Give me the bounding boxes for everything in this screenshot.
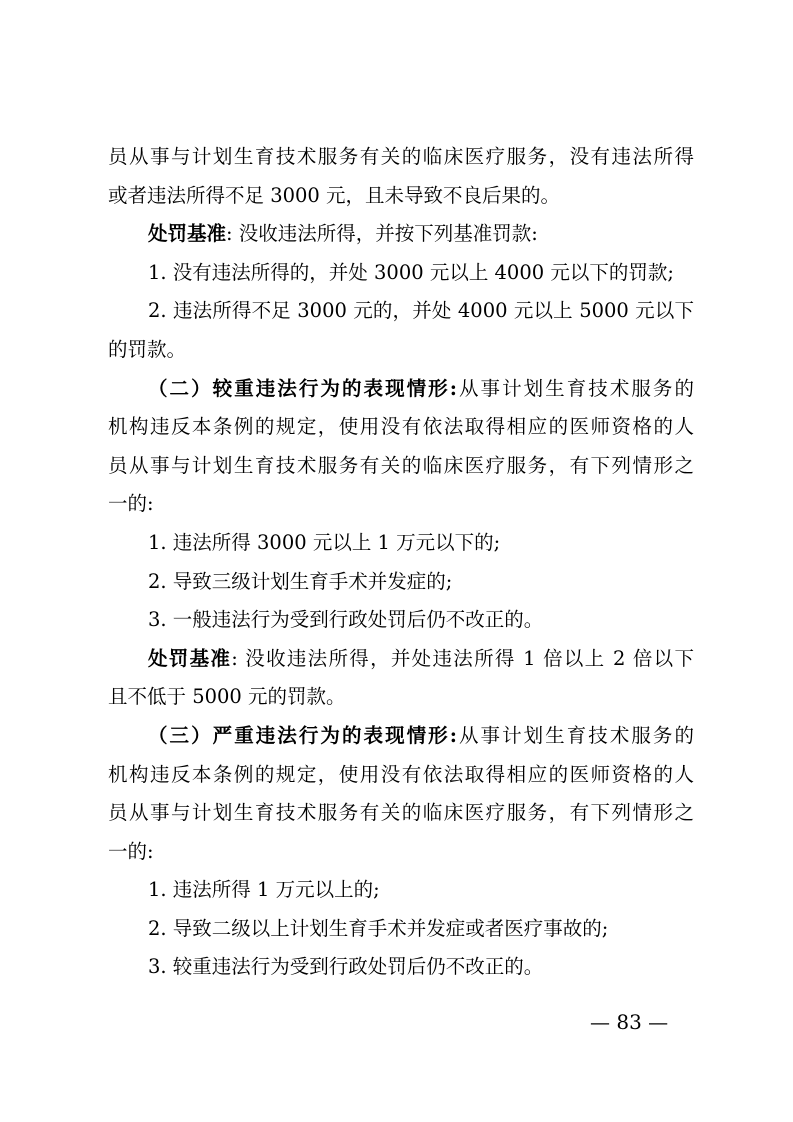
list-item: 1. 违法所得 3000 元以上 1 万元以下的; [148, 530, 501, 554]
section-heading-line: （二）较重违法行为的表现情形:从事计划生育技术服务的 [148, 376, 694, 400]
text-line: 员从事与计划生育技术服务有关的临床医疗服务，有下列情形之 [108, 453, 694, 477]
text-line: 员从事与计划生育技术服务有关的临床医疗服务，没有违法所得 [108, 145, 694, 168]
document-body [108, 138, 694, 987]
text-line: 的罚款。 [108, 337, 187, 361]
section-heading: （二）较重违法行为的表现情形: [148, 376, 457, 400]
text-line: 一的: [108, 492, 154, 516]
list-item: 2. 导致二级以上计划生育手术并发症或者医疗事故的; [148, 916, 609, 940]
list-item: 3. 一般违法行为受到行政处罚后仍不改正的。 [148, 608, 544, 632]
list-item: 1. 违法所得 1 万元以上的; [148, 878, 380, 902]
page-number: — 83 — [590, 1010, 669, 1034]
penalty-standard-line: 处罚基准: 没收违法所得，并按下列基准罚款: [148, 222, 538, 246]
list-item: 2. 违法所得不足 3000 元的，并处 4000 元以上 5000 元以下 [148, 299, 694, 323]
section-heading-line: （三）严重违法行为的表现情形:从事计划生育技术服务的 [148, 723, 694, 747]
penalty-standard-line: 处罚基准: 没收违法所得，并处违法所得 1 倍以上 2 倍以下 [148, 646, 694, 670]
text-line: 或者违法所得不足 3000 元，且未导致不良后果的。 [108, 183, 561, 207]
list-item: 3. 较重违法行为受到行政处罚后仍不改正的。 [148, 955, 544, 979]
text-line: 且不低于 5000 元的罚款。 [108, 685, 346, 709]
section-heading: （三）严重违法行为的表现情形: [148, 723, 457, 747]
text-line: 机构违反本条例的规定，使用没有依法取得相应的医师资格的人 [108, 762, 694, 786]
text-line: 机构违反本条例的规定，使用没有依法取得相应的医师资格的人 [108, 415, 694, 439]
penalty-standard-label: 处罚基准 [148, 646, 232, 670]
penalty-standard-label: 处罚基准 [148, 222, 227, 246]
text-line: 一的: [108, 839, 154, 863]
list-item: 2. 导致三级计划生育手术并发症的; [148, 569, 453, 593]
text-line: 员从事与计划生育技术服务有关的临床医疗服务，有下列情形之 [108, 801, 694, 825]
list-item: 1. 没有违法所得的，并处 3000 元以上 4000 元以下的罚款; [148, 260, 674, 284]
